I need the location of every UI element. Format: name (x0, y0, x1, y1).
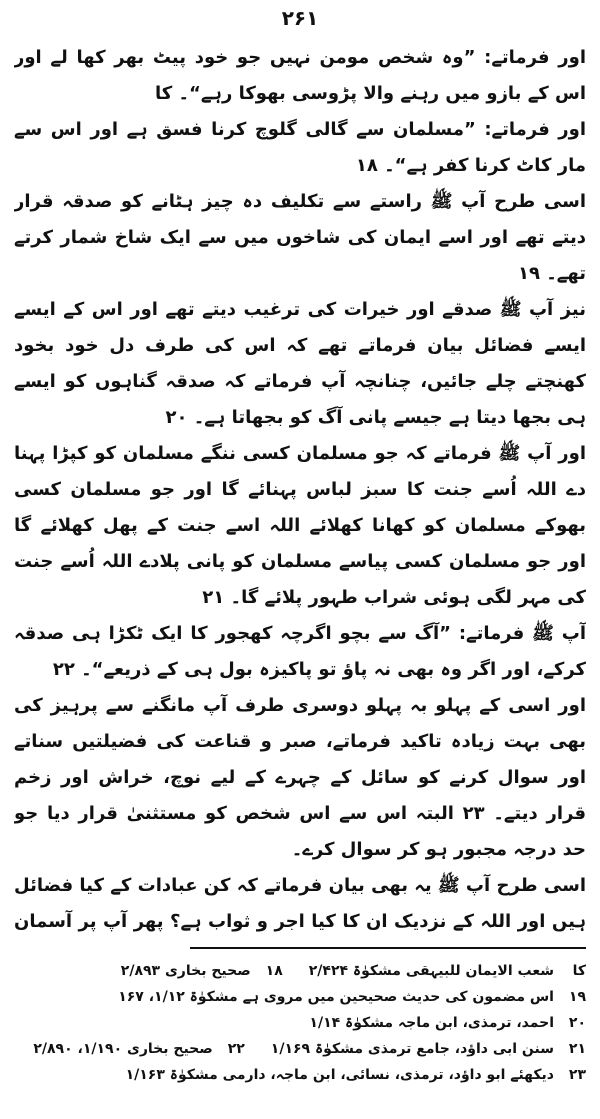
paragraph: اسی طرح آپ ﷺ یہ بھی بیان فرماتے کہ کن عبادات کے کیا فضائل ہیں اور اللہ کے نزدیک ان کا کیا اجر و ثواب ہے؟ پھر آپ پر آسمان (14, 875, 586, 932)
footnote (121, 958, 283, 984)
footnote-mark: ۱۹ (568, 989, 586, 1005)
main-text (14, 40, 586, 932)
footnote-row (14, 958, 586, 984)
footnote-mark: کا (572, 963, 586, 979)
footnote (33, 1036, 244, 1062)
footnote-row (14, 984, 586, 1010)
footnote (118, 984, 586, 1010)
paragraph: اور فرماتے: ”مسلمان سے گالی گلوچ کرنا فسق ہے اور اس سے مار کاٹ کرنا کفر ہے“۔ ۱۸ (14, 119, 586, 176)
footnote-mark: ۲۳ (568, 1067, 586, 1083)
footnote-mark: ۲۰ (568, 1015, 586, 1031)
footnote (309, 958, 586, 984)
footnote-mark: ۲۱ (568, 1041, 586, 1057)
footnotes (14, 958, 586, 1088)
paragraph: اور آپ ﷺ فرماتے کہ جو مسلمان کسی ننگے مسلمان کو کپڑا پہنا دے اللہ اُسے جنت کا سبز لباس پہنائے گا اور جو مسلمان کسی بھوکے مسلمان کو کھانا کھلائے اللہ اسے جنت کے پھل کھلائے گا اور جو مسلمان کسی پیاسے مسلمان کو پانی پلادے اللہ اُسے جنت کی مہر لگی ہوئی شراب طہور پلائے گا۔ ۲۱ (14, 443, 586, 608)
footnote (271, 1036, 586, 1062)
footnote-mark: ۲۲ (227, 1041, 245, 1057)
footnote-mark: ۱۸ (265, 963, 283, 979)
paragraph: نیز آپ ﷺ صدقے اور خیرات کی ترغیب دیتے تھے اور اس کے ایسے ایسے فضائل بیان فرماتے تھے کہ اس کی طرف دل خود بخود کھنچتے چلے جائیں، چنانچہ آپ فرماتے کہ صدقہ گناہوں کو ایسے ہی بجھا دیتا ہے جیسے پانی آگ کو بجھاتا ہے۔ ۲۰ (14, 299, 586, 428)
footnote-text: دیکھئے ابو داؤد، ترمذی، نسائی، ابن ماجہ، دارمی مشکوٰۃ ۱/۱۶۳ (125, 1067, 554, 1083)
page-number: ۲۶۱ (281, 6, 319, 30)
footnote-text: احمد، ترمذی، ابن ماجہ مشکوٰۃ ۱/۱۴ (309, 1015, 554, 1031)
footnote (126, 1062, 586, 1088)
footnote-divider (190, 947, 586, 949)
paragraph: اور اسی کے پہلو بہ پہلو دوسری طرف آپ مانگنے سے پرہیز کی بھی بہت زیادہ تاکید فرماتے، صبر و قناعت کی فضیلتیں سناتے اور سوال کرنے کو سائل کے چہرے کے لیے نوچ، خراش اور زخم قرار دیتے۔ ۲۳ البتہ اس سے اس شخص کو مستثنیٰ قرار دیا جو حد درجہ مجبور ہو کر سوال کرے۔ (14, 695, 586, 860)
footnote-text: سنن ابی داؤد، جامع ترمذی مشکوٰۃ ۱/۱۶۹ (270, 1041, 554, 1057)
paragraph: آپ ﷺ فرماتے: ”آگ سے بچو اگرچہ کھجور کا ایک ٹکڑا ہی صدقہ کرکے، اور اگر وہ بھی نہ پاؤ تو پاکیزہ بول ہی کے ذریعے“۔ ۲۲ (14, 623, 586, 680)
paragraph: اسی طرح آپ ﷺ راستے سے تکلیف دہ چیز ہٹانے کو صدقہ قرار دیتے تھے اور اسے ایمان کی شاخوں میں سے ایک شاخ شمار کرتے تھے۔ ۱۹ (14, 191, 586, 284)
footnote-row (14, 1036, 586, 1062)
footnote-text: صحیح بخاری ۱/۱۹۰، ۲/۸۹۰ (33, 1041, 213, 1057)
footnote-text: اس مضمون کی حدیث صحیحین میں مروی ہے مشکوٰۃ ۱/۱۲، ۱۶۷ (118, 989, 554, 1005)
footnote (309, 1010, 586, 1036)
footnote-row (14, 1062, 586, 1088)
footnote-text: صحیح بخاری ۲/۸۹۳ (120, 963, 251, 979)
paragraph: اور فرماتے: ”وہ شخص مومن نہیں جو خود پیٹ بھر کھا لے اور اس کے بازو میں رہنے والا پڑوسی بھوکا رہے“۔ کا (14, 47, 586, 104)
footnote-text: شعب الایمان للبیہقی مشکوٰۃ ۲/۴۲۴ (308, 963, 554, 979)
footnote-row (14, 1010, 586, 1036)
